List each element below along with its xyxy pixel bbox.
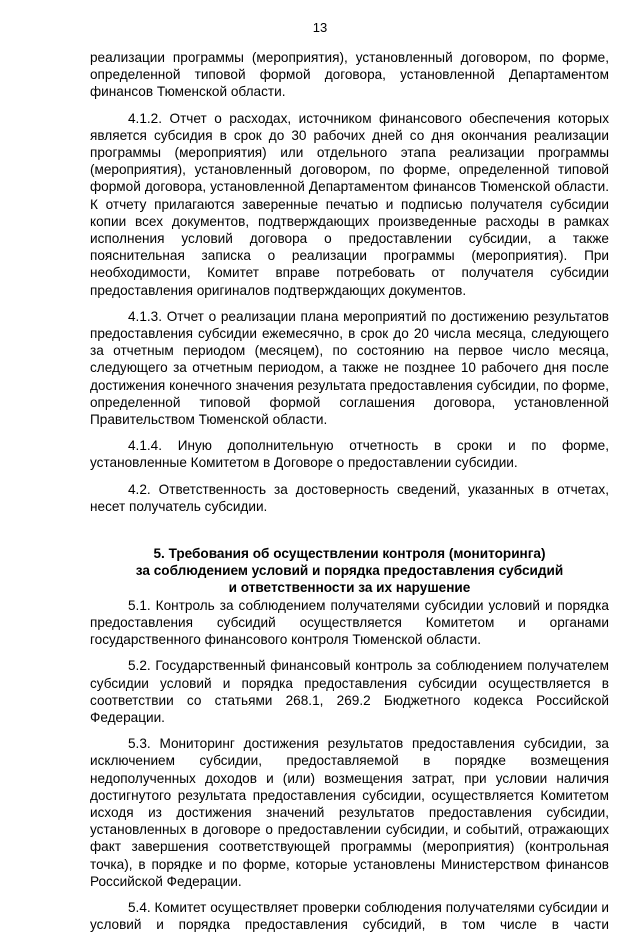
section-5-heading-line-1: 5. Требования об осуществлении контроля (мониторинга) [153,546,546,562]
section-5-heading-line-2: за соблюдением условий и порядка предоставления субсидий [135,563,564,579]
paragraph-4-1-3: 4.1.3. Отчет о реализации плана мероприятий по достижению результатов предоставления субсидии ежемесячно, в срок до 20 числа месяца, следующего за отчетным периодом (месяцем), по состоянию на первое число месяца, следующего за отчетным периодом, а также не позднее 10 рабочего дня после достижения конечного значения результата предоставления субсидии, по форме, определенной типовой формой соглашения договора, установленной Правительством Тюменской области. [90,308,609,428]
page-number: 13 [312,20,328,35]
paragraph-4-1-4: 4.1.4. Иную дополнительную отчетность в сроки и по форме, установленные Комитетом в Договоре о предоставлении субсидии. [90,438,609,471]
section-5-heading [90,545,609,597]
paragraph-5-4: 5.4. Комитет осуществляет проверки соблюдения получателями субсидии и условий и порядка предоставления субсидий, в том числе в части [90,899,609,933]
paragraph-4-2: 4.2. Ответственность за достоверность сведений, указанных в отчетах, несет получатель субсидии. [90,481,609,514]
paragraph-5-3: 5.3. Мониторинг достижения результатов предоставления субсидии, за исключением субсидии, предоставляемой в порядке возмещения недополученных доходов и (или) возмещения затрат, при условии наличия достигнутого результата предоставления субсидии, осуществляется Комитетом исходя из достижения значений результатов предоставления субсидии, установленных в договоре о предоставлении субсидии, и событий, отражающих факт завершения соответствующей программы (мероприятия) (контрольная точка), в порядке и по форме, которые установлены Министерством финансов Российской Федерации. [90,736,609,889]
paragraph-continuation: реализации программы (мероприятия), установленный договором, по форме, определенной типовой формой договора, установленной Департаментом финансов Тюменской области. [90,50,609,100]
section-5-heading-line-3: и ответственности за их нарушение [228,580,471,596]
paragraph-5-2: 5.2. Государственный финансовый контроль за соблюдением получателем субсидии условий и порядка предоставления субсидии осуществляется в соответствии со статьями 268.1, 269.2 Бюджетного кодекса Российской Федерации. [90,658,609,725]
document-body [90,49,609,933]
paragraph-4-1-2: 4.1.2. Отчет о расходах, источником финансового обеспечения которых является субсидия в срок до 30 рабочих дней со дня окончания реализации программы (мероприятия) или отдельного этапа реализации программы (мероприятия), установленный договором, по форме, определенной типовой формой договора, установленной Департаментом финансов Тюменской области. К отчету прилагаются заверенные печатью и подписью получателя субсидии копии всех документов, подтверждающих произведенные расходы в рамках исполнения условий договора о предоставлении субсидии, а также пояснительная записка о реализации программы (мероприятия). При необходимости, Комитет вправе потребовать от получателя субсидии предоставления оригиналов подтверждающих документов. [90,110,609,298]
paragraph-5-1: 5.1. Контроль за соблюдением получателями субсидии условий и порядка предоставления субсидий осуществляется Комитетом и органами государственного финансового контроля Тюменской области. [90,597,609,648]
